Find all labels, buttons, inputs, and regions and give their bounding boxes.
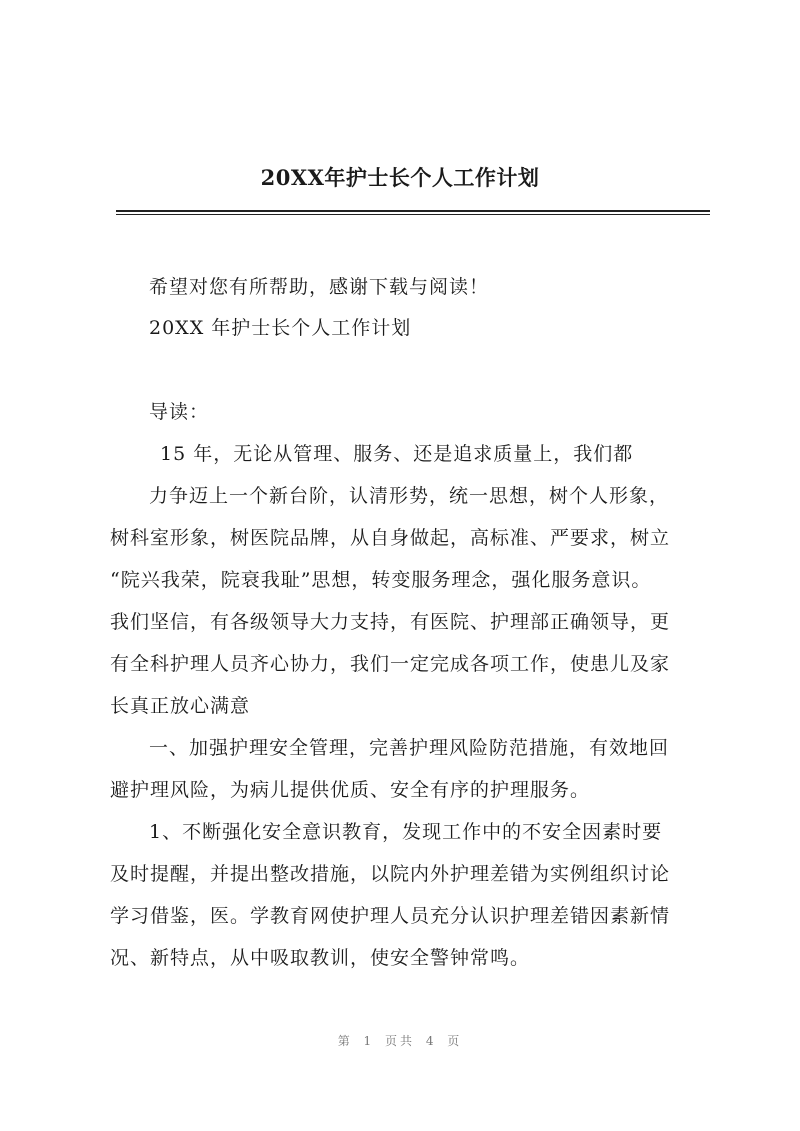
intro-thanks-line: 希望对您有所帮助，感谢下载与阅读！ xyxy=(149,276,490,298)
body-line: 1、不断强化安全意识教育，发现工作中的不安全因素时要 xyxy=(149,821,663,843)
subtitle-line: 20XX 年护士长个人工作计划 xyxy=(149,317,412,339)
guide-label: 导读： xyxy=(149,401,210,423)
body-line: 我们坚信，有各级领导大力支持，有医院、护理部正确领导，更 xyxy=(110,611,671,633)
body-line: 力争迈上一个新台阶，认清形势，统一思想，树个人形象， xyxy=(149,485,670,507)
body-line: 15 年，无论从管理、服务、还是追求质量上，我们都 xyxy=(160,443,634,465)
title-divider-thin xyxy=(116,214,710,215)
page-number-footer: 第 1 页共 4 页 xyxy=(337,1034,463,1048)
body-line: 学习借鉴，医。学教育网使护理人员充分认识护理差错因素新情 xyxy=(110,905,671,927)
document-title: 20XX年护士长个人工作计划 xyxy=(260,165,540,190)
body-line: “院兴我荣，院衰我耻”思想，转变服务理念，强化服务意识。 xyxy=(110,569,652,591)
section-heading-line: 一、加强护理安全管理，完善护理风险防范措施，有效地回 xyxy=(149,737,670,759)
body-line: 况、新特点，从中吸取教训，使安全警钟常鸣。 xyxy=(110,947,531,969)
body-line: 树科室形象，树医院品牌，从自身做起，高标准、严要求，树立 xyxy=(110,527,671,549)
title-divider-thick xyxy=(116,210,710,212)
body-line: 有全科护理人员齐心协力，我们一定完成各项工作，使患儿及家 xyxy=(110,653,671,675)
body-line: 长真正放心满意 xyxy=(110,695,251,717)
section-heading-line: 避护理风险，为病儿提供优质、安全有序的护理服务。 xyxy=(110,779,591,801)
body-line: 及时提醒，并提出整改措施，以院内外护理差错为实例组织讨论 xyxy=(110,863,671,885)
